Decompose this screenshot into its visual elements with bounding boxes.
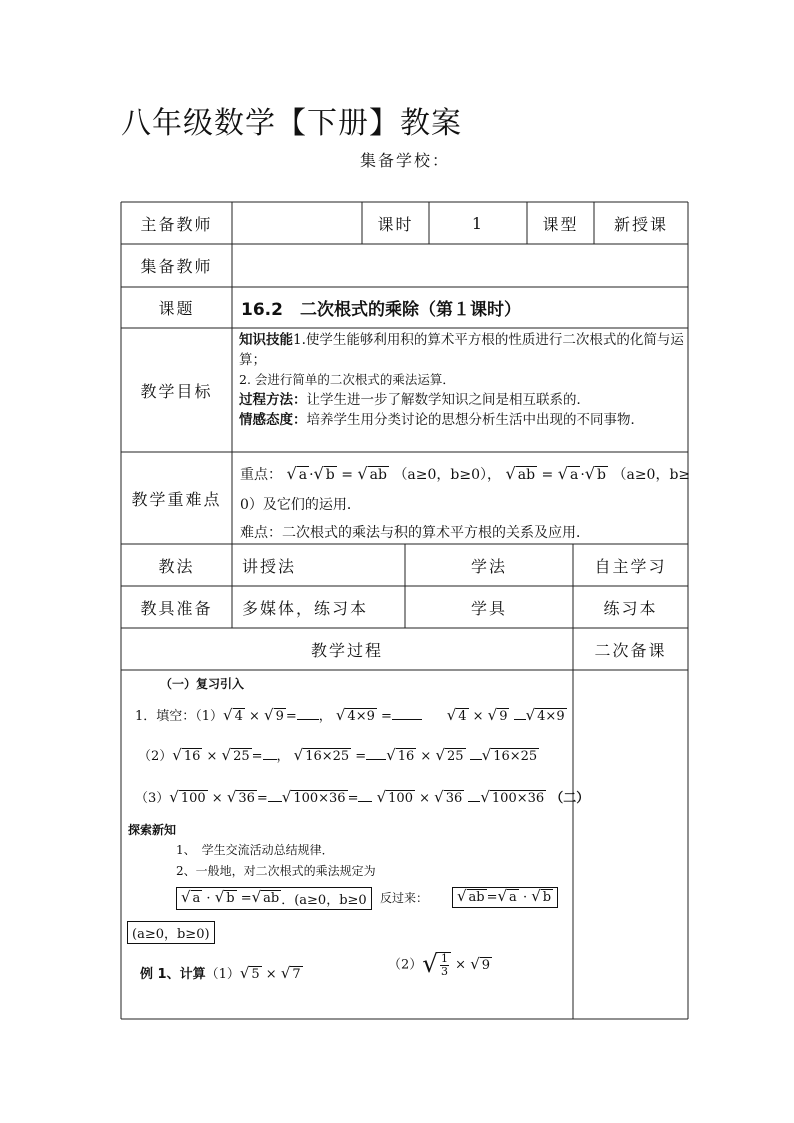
topic-value: 16.2 二次根式的乘除（第１课时）	[241, 300, 521, 320]
co-teacher-value	[232, 244, 688, 287]
question-2-label: （2）	[138, 749, 173, 764]
process-method-label: 过程方法：	[239, 392, 307, 408]
example-label: 例 1、计算	[140, 967, 206, 982]
keypoint-line-1: 重点： √ a · √ b = √ ab （a≥0，b≥0）， √ ab = √ a · √ b （a≥0，b≥	[240, 464, 691, 484]
example-2-index: （2）	[388, 957, 423, 973]
sqrt-a: √ a	[286, 464, 308, 484]
step-1: 1、 学生交流活动总结规律．	[176, 843, 334, 857]
question-2: （2） √ 16 × √ 25 = ， √ 16×25 = √ 16 × √ 25 √ 16×25	[138, 746, 538, 765]
tools-value: 多媒体，练习本	[242, 598, 369, 618]
reverse-label: 反过来：	[379, 891, 428, 906]
example-2: （2） √ $\frac{1}{3}$ × √ 9	[388, 949, 490, 979]
school-label: 集备学校：	[360, 151, 451, 170]
multiply-rule-box: √ a · √ b = √ ab ．(a≥0，b≥0	[176, 887, 372, 910]
example-1: 例 1、计算（1） √ 5 × √ 7	[140, 964, 301, 983]
topic-label: 课题	[158, 299, 195, 318]
question-1-label: 1．填空：（1）	[135, 709, 224, 724]
process-header: 教学过程	[310, 640, 383, 660]
section-explore: 探索新知	[128, 823, 177, 837]
reverse-rule-box: √ ab = √ a · √ b	[452, 887, 558, 908]
secondary-header: 二次备课	[594, 640, 667, 660]
type-value: 新授课	[613, 214, 668, 234]
lead-teacher-label: 主备教师	[140, 214, 213, 234]
student-tools-label: 学具	[470, 598, 507, 618]
learn-value: 自主学习	[594, 556, 667, 576]
keypoint-cond-2a: （a≥0，b≥	[612, 467, 691, 483]
attitude-text: 培养学生用分类讨论的思想分析生活中出现的不同事物．	[306, 412, 644, 428]
student-tools-value: 练习本	[603, 598, 658, 618]
method-label: 教法	[158, 556, 195, 576]
condition-box-line	[127, 921, 215, 944]
period-label: 课时	[377, 214, 414, 234]
type-label: 课型	[542, 214, 579, 234]
method-value: 讲授法	[242, 556, 297, 576]
goal-label: 教学目标	[140, 381, 213, 401]
lead-teacher-value	[232, 202, 362, 244]
learn-label: 学法	[470, 556, 507, 576]
knowledge-label: 知识技能	[239, 332, 293, 348]
difficulty-label: 教学重难点	[131, 489, 222, 509]
co-teacher-label: 集备教师	[140, 257, 213, 276]
keypoint-label: 重点：	[240, 467, 282, 483]
keypoint-cond-2b: 0）及它们的运用．	[240, 497, 361, 513]
reverse-rule	[452, 887, 558, 908]
section-2-tail: （二）	[550, 791, 590, 806]
sqrt-ab: √ ab	[357, 464, 387, 484]
rule-condition: ．(a≥0，b≥0	[281, 893, 367, 908]
page-title: 八年级数学【下册】教案	[121, 106, 462, 141]
difficulty-text: 难点：二次根式的乘法与积的算术平方根的关系及应用．	[240, 525, 590, 541]
question-3: （3） √ 100 × √ 36 = √ 100×36 = √ 100 × √ 36 √ 100×36 （二）	[135, 788, 590, 807]
period-value: 1	[471, 213, 485, 233]
step-2: 2、一般地，对二次根式的乘法规定为	[176, 864, 376, 878]
multiply-rule	[176, 887, 428, 910]
condition-box: (a≥0，b≥0)	[127, 921, 215, 944]
section-review: （一）复习引入	[160, 677, 245, 691]
attitude-label: 情感态度：	[239, 412, 307, 428]
tools-label: 教具准备	[140, 598, 213, 618]
sqrt-b: √ b	[313, 464, 335, 484]
keypoint-cond-1: （a≥0，b≥0），	[393, 467, 502, 483]
process-method-text: 让学生进一步了解数学知识之间是相互联系的．	[306, 392, 590, 408]
question-1: 1．填空：（1） √ 4 × √ 9 = ， √ 4×9 = √ 4 × √ 9 √ 4×9	[135, 706, 565, 725]
sqrt-a-2: √ a	[557, 464, 579, 484]
sqrt-b-2: √ b	[584, 464, 607, 484]
sqrt-ab-2: √ ab	[505, 464, 536, 484]
goal-text	[239, 330, 685, 430]
question-3-label: （3）	[135, 791, 170, 806]
knowledge-item-2: 2. 会进行简单的二次根式的乘法运算．	[239, 372, 455, 387]
knowledge-item-1: 1.使学生能够利用积的算术平方根的性质进行二次根式的化简与运算；	[239, 332, 684, 368]
example-1-index: （1）	[205, 967, 240, 982]
